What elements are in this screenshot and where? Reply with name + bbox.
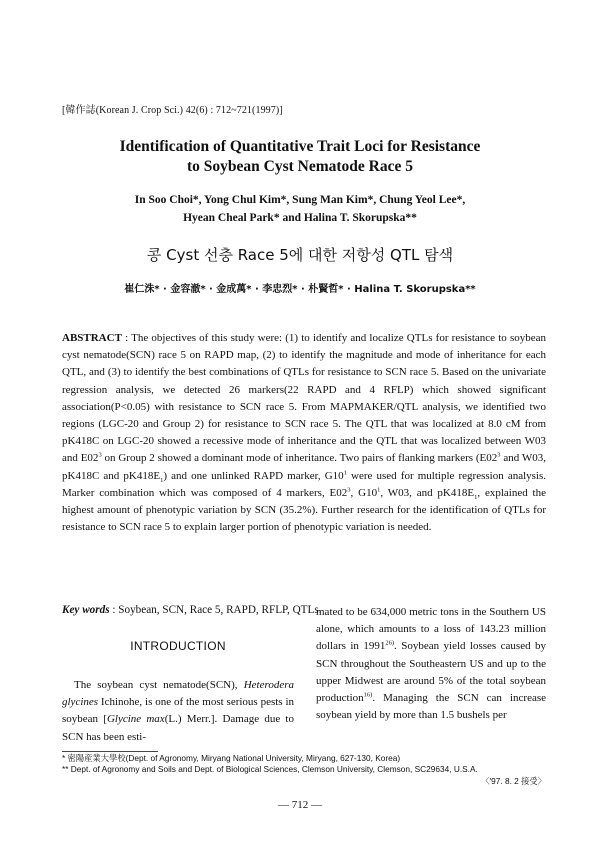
- body-text: . Managing the SCN can increase soybean yield by more than 1.5 bushels per: [316, 692, 546, 722]
- subscript: 1: [160, 476, 164, 484]
- body-text: Ichinohe, is one of the most serious pests in soybean [: [62, 696, 294, 726]
- author-list: [0, 191, 600, 227]
- footnote-2: ** Dept. of Agronomy and Soils and Dept. of Biological Sciences, Clemson University, Clemson, SC29634, U.S.A.: [62, 764, 478, 775]
- superscript: 3: [497, 451, 501, 459]
- abstract-text: and W03, pK418C and pK418E: [62, 452, 546, 482]
- abstract-paragraph: [62, 330, 546, 536]
- abstract-label: ABSTRACT: [62, 332, 122, 344]
- subscript: 1: [474, 494, 478, 502]
- body-text: . Soybean yield losses caused by SCN throughout the Southeastern US and up to the upper Midwest are around 5% of the total soybean production: [316, 640, 546, 705]
- received-date: 〈'97. 8. 2 接受〉: [481, 775, 546, 786]
- abstract-text: : The objectives of this study were: (1) to identify and localize QTLs for resistance to soybean cyst nematode(SCN) race 5 on RAPD map, (2) to identify the magnitude and mode of inheritance for each QTL, and (3) to identify the best combinations of QTLs for resistance to SCN race 5. Based on the univariate regression analysis, we detected 26 markers(22 RAPD and 4 RFLP) which showed significant association(P<0.05) with resistance to SCN race 5. From MAPMAKER/QTL analysis, we identified two regions (LGC-20 and Group 2) for resistance to SCN race 5. The QTL that was localized at 8.0 cM from pK418C on LGC-20 showed a recessive mode of inheritance and the QTL that was localized between W03 and E02: [62, 332, 546, 465]
- paper-title: [0, 137, 600, 177]
- superscript: 1: [343, 468, 347, 476]
- superscript: 3: [347, 486, 351, 494]
- korean-title: 콩 Cyst 선충 Race 5에 대한 저항성 QTL 탐색: [146, 246, 454, 264]
- author-line-2: Hyean Cheal Park* and Halina T. Skorupska**: [183, 212, 417, 224]
- abstract-text: , W03, and pK418E: [380, 486, 475, 499]
- genus-name: Glycine max: [106, 713, 165, 726]
- abstract-text: on Group 2 showed a dominant mode of inheritance. Two pairs of flanking markers (E02: [101, 452, 498, 465]
- korean-author-list: 崔仁洙* · 金容澈* · 金成萬* · 李忠烈* · 朴賢哲* · Halina T. Skorupska**: [124, 284, 476, 295]
- abstract-text: ) and one unlinked RAPD marker, G10: [163, 469, 344, 482]
- left-column: [62, 636, 294, 746]
- right-column: [316, 604, 546, 724]
- footnote-divider: [62, 751, 158, 752]
- abstract-text: , G10: [350, 486, 378, 499]
- paper-title-line-1: Identification of Quantitative Trait Loci for Resistance: [119, 138, 481, 155]
- page-number: — 712 —: [278, 799, 322, 811]
- introduction-heading: INTRODUCTION: [130, 639, 226, 653]
- body-text: The soybean cyst nematode(SCN),: [74, 679, 244, 691]
- keywords-text: : Soybean, SCN, Race 5, RAPD, RFLP, QTLs.: [109, 604, 322, 616]
- species-name: Heterodera glycines: [62, 679, 294, 709]
- footnotes: [62, 753, 546, 787]
- author-line-1: In Soo Choi*, Yong Chul Kim*, Sung Man Kim*, Chung Yeol Lee*,: [134, 194, 466, 206]
- abstract-text: were used for multiple regression analysis. Marker combination which was composed of 4 markers, E02: [62, 469, 547, 499]
- journal-reference: [韓作誌(Korean J. Crop Sci.) 42(6) : 712~721(1997)]: [62, 105, 283, 116]
- introduction-paragraph: [62, 677, 294, 746]
- paper-title-line-2: to Soybean Cyst Nematode Race 5: [186, 158, 413, 175]
- superscript: 3: [98, 451, 102, 459]
- keywords-label: Key words: [62, 604, 110, 616]
- abstract-text: , explained the highest amount of phenotypic variation by SCN (35.2%). Further research for the identification of QTLs for resistance to SCN race 5 to explain larger portion of phenotypic variation is needed.: [62, 486, 546, 534]
- introduction-continuation: [316, 604, 546, 724]
- citation-ref: 16): [363, 691, 373, 699]
- body-text: (L.) Merr.]. Damage due to SCN has been esti-: [62, 713, 294, 743]
- footnote-1: * 密陽産業大學校(Dept. of Agronomy, Miryang National University, Miryang, 627-130, Korea): [62, 753, 401, 763]
- citation-ref: 26): [385, 639, 395, 647]
- body-text: mated to be 634,000 metric tons in the Southern US alone, which amounts to a loss of 143.23 million dollars in 1991: [316, 606, 546, 653]
- superscript: 1: [377, 486, 381, 494]
